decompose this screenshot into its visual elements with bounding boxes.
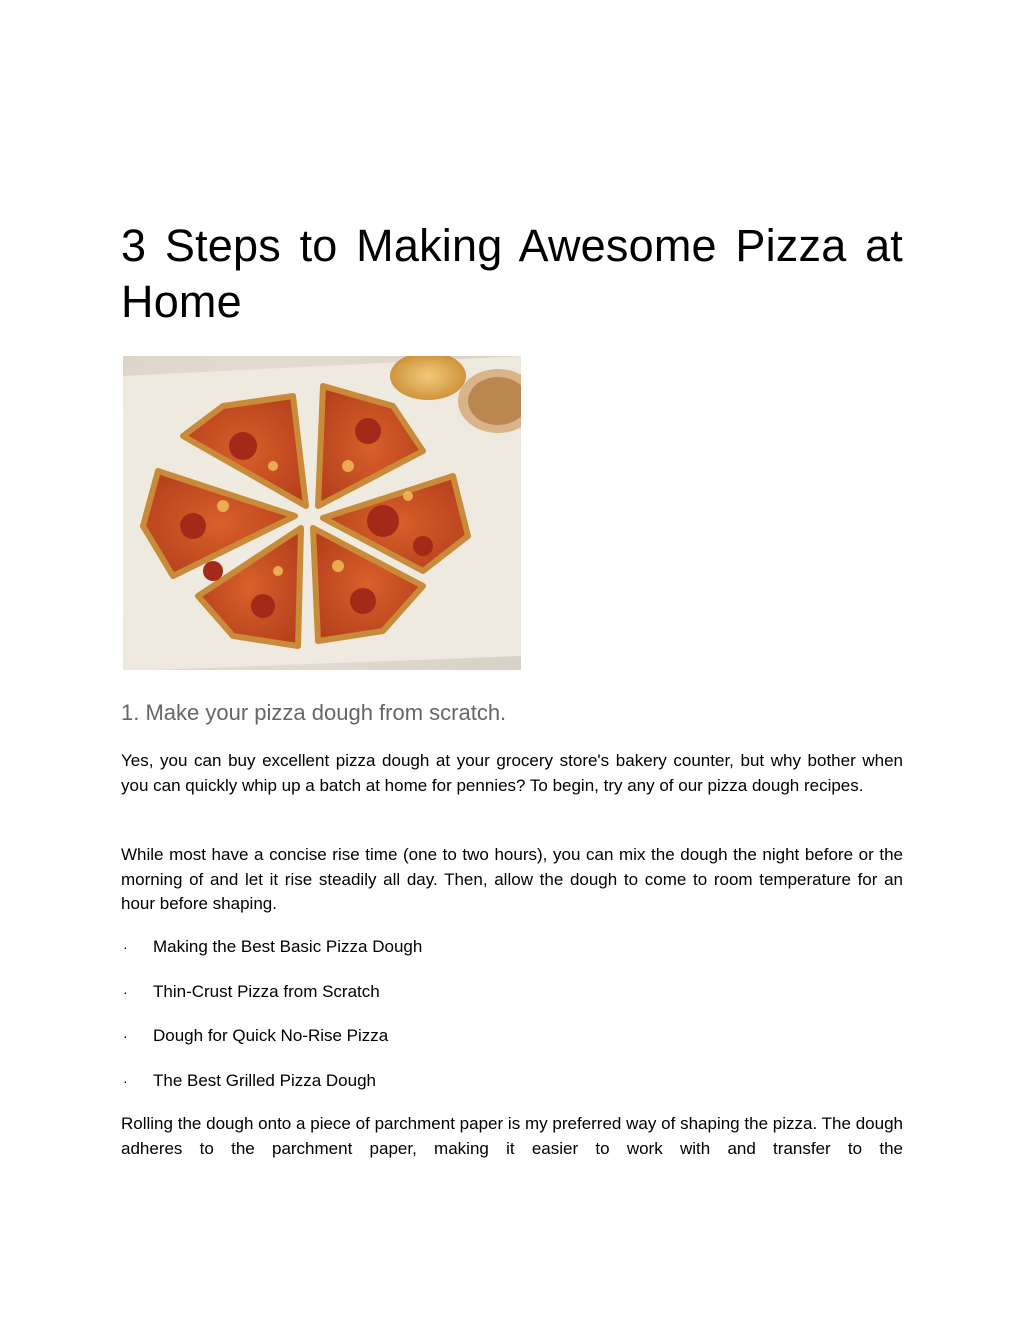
pizza-photo-icon (123, 356, 521, 670)
paragraph-intro: Yes, you can buy excellent pizza dough at your grocery store's bakery counter, but why bother when you can quickly whip up a batch at home for pennies? To begin, try any of our pizza dough recipes. (121, 751, 903, 795)
list-item (121, 935, 422, 980)
bullet-marker: · (123, 939, 128, 955)
list-item (121, 1024, 422, 1069)
list-item-label: Thin-Crust Pizza from Scratch (153, 981, 380, 1001)
paragraph-rise-time: While most have a concise rise time (one to two hours), you can mix the dough the night before or the morning of and let it rise steadily all day. Then, allow the dough to come to room temperature for an hour before shaping. (121, 845, 903, 913)
list-item (121, 1069, 422, 1114)
list-item (121, 980, 422, 1025)
paragraph-parchment: Rolling the dough onto a piece of parchment paper is my preferred way of shaping the pizza. The dough adheres to the parchment paper, making it easier to work with and transfer to the (121, 1114, 903, 1158)
dough-recipes-list (121, 935, 422, 1113)
list-item-label: Dough for Quick No-Rise Pizza (153, 1026, 389, 1045)
bullet-marker: · (123, 1028, 128, 1044)
bullet-marker: · (123, 983, 128, 1000)
section-heading: 1. Make your pizza dough from scratch. (121, 700, 507, 725)
document-title: 3 Steps to Making Awesome Pizza at Home (121, 220, 903, 327)
list-item-label: Making the Best Basic Pizza Dough (153, 937, 423, 956)
list-item-label: The Best Grilled Pizza Dough (153, 1070, 376, 1090)
bullet-marker: · (123, 1072, 128, 1089)
